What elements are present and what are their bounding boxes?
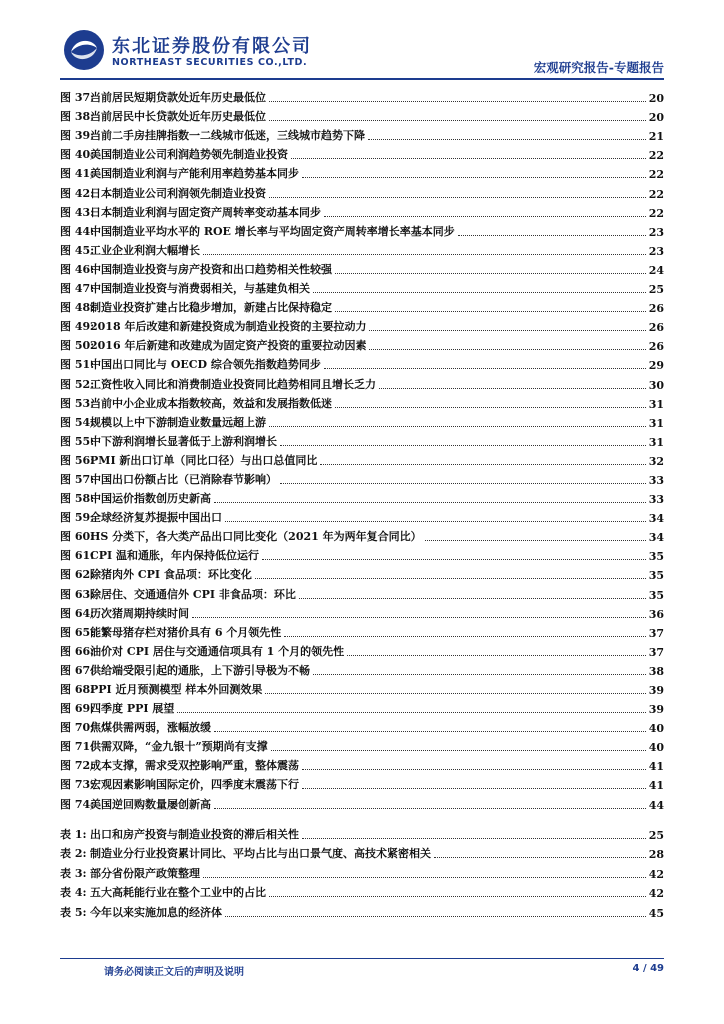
entry-label: 图 58: bbox=[60, 492, 95, 506]
dot-leader bbox=[269, 197, 646, 198]
dot-leader bbox=[434, 857, 646, 858]
entry-label: 图 72: bbox=[60, 759, 95, 773]
figure-entry[interactable] bbox=[60, 220, 664, 239]
dot-leader bbox=[368, 139, 646, 140]
entry-page: 20 bbox=[648, 92, 664, 106]
entry-label: 图 63: bbox=[60, 587, 95, 601]
dot-leader bbox=[324, 368, 646, 369]
figure-entry[interactable] bbox=[60, 697, 664, 716]
entry-label: 图 38: bbox=[60, 110, 95, 124]
dot-leader bbox=[280, 445, 646, 446]
dot-leader bbox=[269, 896, 646, 897]
entry-title: 2018 年后改建和新建投资成为制造业投资的主要拉动力 bbox=[90, 320, 367, 334]
figure-entry[interactable] bbox=[60, 430, 664, 449]
entry-title: 中国出口同比与 OECD 综合领先指数趋势同步 bbox=[90, 358, 321, 372]
entry-page: 32 bbox=[648, 454, 664, 468]
figure-entry[interactable] bbox=[60, 181, 664, 200]
entry-page: 35 bbox=[648, 550, 664, 564]
entry-title: 全球经济复苏提振中国出口 bbox=[90, 511, 222, 525]
table-entry[interactable] bbox=[60, 881, 664, 901]
company-name-cn: 东北证券股份有限公司 bbox=[112, 36, 312, 57]
footer-disclaimer: 请务必阅读正文后的声明及说明 bbox=[104, 967, 244, 978]
entry-title: 2016 年后新建和改建成为固定资产投资的重要拉动因素 bbox=[90, 339, 367, 353]
dot-leader bbox=[255, 578, 646, 579]
entry-label: 图 60: bbox=[60, 530, 95, 544]
entry-title: 中国制造业平均水平的 ROE 增长率与平均固定资产周转率增长率基本同步 bbox=[90, 224, 455, 238]
entry-label: 表 3: bbox=[60, 866, 87, 880]
dot-leader bbox=[335, 273, 646, 274]
entry-title: 美国制造业公司利润趋势领先制造业投资 bbox=[90, 148, 288, 162]
entry-page: 25 bbox=[648, 283, 664, 297]
entry-page: 22 bbox=[648, 187, 664, 201]
dot-leader bbox=[369, 330, 645, 331]
entry-page: 31 bbox=[648, 416, 664, 430]
table-entry[interactable] bbox=[60, 900, 664, 920]
dot-leader bbox=[269, 101, 646, 102]
entry-title: CPI 温和通胀，年内保持低位运行 bbox=[90, 549, 260, 563]
entry-title: 当前居民短期贷款处近年历史最低位 bbox=[90, 91, 266, 105]
dot-leader bbox=[302, 838, 646, 839]
entry-label: 图 44: bbox=[60, 224, 95, 238]
entry-label: 图 61: bbox=[60, 549, 95, 563]
dot-leader bbox=[347, 655, 646, 656]
entry-label: 图 41: bbox=[60, 167, 95, 181]
entry-label: 图 68: bbox=[60, 683, 95, 696]
entry-label: 图 66: bbox=[60, 644, 95, 658]
figure-entry[interactable] bbox=[60, 773, 664, 792]
entry-page: 24 bbox=[648, 263, 664, 277]
figure-entry[interactable] bbox=[60, 372, 664, 391]
entry-page: 33 bbox=[648, 493, 664, 507]
entry-title: 中国出口份额占比（已消除春节影响） bbox=[90, 472, 277, 486]
report-type: 宏观研究报告-专题报告 bbox=[533, 60, 664, 75]
entry-title: 供需双降，“金九银十”预期尚有支撑 bbox=[90, 740, 268, 754]
dot-leader bbox=[291, 158, 646, 159]
entry-label: 图 70: bbox=[60, 721, 95, 735]
figure-entry[interactable] bbox=[60, 487, 664, 506]
entry-page: 22 bbox=[648, 149, 664, 163]
entry-page: 38 bbox=[648, 664, 664, 678]
entry-page: 39 bbox=[648, 703, 664, 717]
entry-title: 制造业投资扩建占比稳步增加，新建占比保持稳定 bbox=[90, 301, 332, 315]
entry-title: 工业企业利润大幅增长 bbox=[90, 243, 200, 257]
entry-label: 图 37: bbox=[60, 91, 95, 105]
dot-leader bbox=[425, 540, 646, 541]
entry-page: 42 bbox=[648, 867, 664, 881]
entry-title: 油价对 CPI 居住与交通通信项具有 1 个月的领先性 bbox=[90, 644, 345, 658]
dot-leader bbox=[335, 407, 646, 408]
entry-page: 20 bbox=[648, 111, 664, 125]
dot-leader bbox=[203, 877, 646, 878]
entry-page: 40 bbox=[648, 741, 664, 755]
entry-page: 35 bbox=[648, 588, 664, 602]
entry-label: 图 45: bbox=[60, 243, 95, 257]
figure-entry[interactable] bbox=[60, 334, 664, 353]
entry-label: 图 64: bbox=[60, 606, 95, 620]
page-number: 4 / 49 bbox=[632, 963, 664, 974]
figure-entry[interactable] bbox=[60, 544, 664, 563]
entry-title: 美国制造业利润与产能利用率趋势基本同步 bbox=[90, 167, 299, 181]
entry-page: 36 bbox=[648, 607, 664, 621]
entry-page: 23 bbox=[648, 244, 664, 258]
entry-label: 图 39: bbox=[60, 129, 95, 143]
entry-label: 图 50: bbox=[60, 339, 95, 353]
dot-leader bbox=[299, 598, 646, 599]
table-entry[interactable] bbox=[60, 861, 664, 881]
figure-entry[interactable] bbox=[60, 201, 664, 220]
figure-entry[interactable] bbox=[60, 353, 664, 372]
entry-label: 表 2: bbox=[60, 847, 87, 860]
table-list bbox=[60, 822, 664, 920]
figure-entry[interactable] bbox=[60, 735, 664, 754]
entry-page: 33 bbox=[648, 473, 664, 487]
dot-leader bbox=[280, 483, 646, 484]
figure-entry[interactable] bbox=[60, 449, 664, 468]
dot-leader bbox=[302, 769, 646, 770]
figure-entry[interactable] bbox=[60, 239, 664, 258]
figure-entry[interactable] bbox=[60, 525, 664, 544]
header-divider bbox=[60, 78, 664, 80]
dot-leader bbox=[335, 311, 646, 312]
footer-divider bbox=[60, 958, 664, 959]
figure-entry[interactable] bbox=[60, 296, 664, 315]
entry-label: 图 51: bbox=[60, 358, 95, 372]
entry-title: 日本制造业公司利润领先制造业投资 bbox=[90, 186, 266, 200]
entry-label: 图 67: bbox=[60, 663, 95, 677]
figure-entry[interactable] bbox=[60, 315, 664, 334]
entry-page: 31 bbox=[648, 435, 664, 449]
entry-title: 美国逆回购数量屡创新高 bbox=[90, 797, 211, 811]
entry-title: HS 分类下，各大类产品出口同比变化（2021 年为两年复合同比） bbox=[90, 530, 422, 544]
figure-entry[interactable] bbox=[60, 602, 664, 621]
entry-page: 25 bbox=[648, 828, 664, 842]
company-name-en: NORTHEAST SECURITIES CO.,LTD. bbox=[112, 57, 308, 68]
entry-page: 37 bbox=[648, 626, 664, 640]
entry-title: 规模以上中下游制造业数量远超上游 bbox=[90, 415, 266, 429]
entry-label: 图 47: bbox=[60, 282, 95, 296]
figure-entry[interactable] bbox=[60, 659, 664, 678]
entry-label: 表 5: bbox=[60, 905, 87, 919]
entry-title: 历次猪周期持续时间 bbox=[90, 606, 189, 620]
entry-title: 除猪肉外 CPI 食品项：环比变化 bbox=[90, 568, 252, 582]
figure-entry[interactable] bbox=[60, 105, 664, 124]
entry-label: 图 71: bbox=[60, 740, 95, 754]
entry-page: 34 bbox=[648, 531, 664, 545]
entry-page: 39 bbox=[648, 684, 664, 697]
figure-entry[interactable] bbox=[60, 716, 664, 735]
dot-leader bbox=[225, 521, 646, 522]
entry-label: 图 40: bbox=[60, 148, 95, 162]
entry-label: 图 56: bbox=[60, 453, 95, 467]
entry-page: 42 bbox=[648, 887, 664, 900]
entry-page: 28 bbox=[648, 848, 664, 861]
entry-title: 制造业分行业投资累计同比、平均占比与出口景气度、高技术紧密相关 bbox=[90, 847, 431, 860]
entry-label: 图 48: bbox=[60, 301, 95, 315]
entry-title: 中国制造业投资与房产投资和出口趋势相关性较强 bbox=[90, 262, 332, 276]
figure-entry[interactable] bbox=[60, 640, 664, 659]
dot-leader bbox=[203, 254, 646, 255]
dot-leader bbox=[324, 216, 646, 217]
entry-page: 37 bbox=[648, 645, 664, 659]
entry-title: 除居住、交通通信外 CPI 非食品项：环比 bbox=[90, 587, 296, 601]
entry-title: 成本支撑，需求受双控影响严重，整体震荡 bbox=[90, 759, 299, 773]
entry-title: 中下游利润增长显著低于上游利润增长 bbox=[90, 434, 277, 448]
entry-page: 22 bbox=[648, 168, 664, 182]
entry-page: 35 bbox=[648, 569, 664, 583]
figure-entry[interactable] bbox=[60, 392, 664, 411]
entry-page: 40 bbox=[648, 722, 664, 736]
figure-entry[interactable] bbox=[60, 563, 664, 582]
entry-title: 宏观因素影响国际定价，四季度末震荡下行 bbox=[90, 778, 299, 792]
entry-page: 26 bbox=[648, 340, 664, 354]
dot-leader bbox=[313, 292, 646, 293]
figure-entry[interactable] bbox=[60, 162, 664, 181]
dot-leader bbox=[214, 808, 646, 809]
entry-page: 29 bbox=[648, 359, 664, 373]
page-header bbox=[60, 24, 664, 76]
dot-leader bbox=[458, 235, 646, 236]
entry-page: 22 bbox=[648, 206, 664, 220]
entry-title: 四季度 PPI 展望 bbox=[90, 702, 175, 716]
entry-title: 五大高耗能行业在整个工业中的占比 bbox=[90, 886, 266, 899]
dot-leader bbox=[271, 750, 646, 751]
dot-leader bbox=[269, 120, 646, 121]
entry-label: 图 55: bbox=[60, 434, 95, 448]
figure-entry[interactable] bbox=[60, 754, 664, 773]
table-entry[interactable] bbox=[60, 842, 664, 862]
dot-leader bbox=[214, 731, 646, 732]
figure-list bbox=[60, 86, 664, 812]
entry-title: 工资性收入同比和消费制造业投资同比趋势相同且增长乏力 bbox=[90, 377, 376, 391]
entry-page: 21 bbox=[648, 130, 664, 144]
entry-title: 部分省份限产政策整理 bbox=[90, 866, 200, 880]
entry-label: 图 74: bbox=[60, 797, 95, 811]
entry-page: 26 bbox=[648, 302, 664, 316]
entry-title: PMI 新出口订单（同比口径）与出口总值同比 bbox=[90, 453, 318, 467]
figure-entry[interactable] bbox=[60, 621, 664, 640]
entry-label: 表 4: bbox=[60, 886, 87, 899]
entry-label: 图 73: bbox=[60, 778, 95, 792]
figure-entry[interactable] bbox=[60, 143, 664, 162]
entry-title: 日本制造业利润与固定资产周转率变动基本同步 bbox=[90, 205, 321, 219]
entry-label: 图 49: bbox=[60, 320, 95, 334]
dot-leader bbox=[265, 693, 645, 694]
dot-leader bbox=[214, 502, 646, 503]
dot-leader bbox=[284, 636, 645, 637]
entry-label: 图 42: bbox=[60, 186, 95, 200]
figure-entry[interactable] bbox=[60, 258, 664, 277]
entry-page: 41 bbox=[648, 760, 664, 774]
entry-page: 41 bbox=[648, 779, 664, 793]
figure-entry[interactable] bbox=[60, 411, 664, 430]
dot-leader bbox=[369, 349, 645, 350]
entry-page: 23 bbox=[648, 225, 664, 239]
entry-page: 26 bbox=[648, 321, 664, 335]
dot-leader bbox=[177, 712, 645, 713]
figure-entry[interactable] bbox=[60, 468, 664, 487]
dot-leader bbox=[379, 388, 646, 389]
entry-title: 中国运价指数创历史新高 bbox=[90, 492, 211, 506]
figure-entry[interactable] bbox=[60, 277, 664, 296]
figure-entry[interactable] bbox=[60, 678, 664, 697]
entry-label: 图 57: bbox=[60, 472, 95, 486]
entry-label: 图 62: bbox=[60, 568, 95, 582]
figure-entry[interactable] bbox=[60, 582, 664, 601]
entry-label: 图 53: bbox=[60, 396, 95, 410]
entry-label: 图 46: bbox=[60, 262, 95, 276]
entry-page: 34 bbox=[648, 512, 664, 526]
entry-page: 31 bbox=[648, 397, 664, 411]
entry-title: 出口和房产投资与制造业投资的滞后相关性 bbox=[90, 827, 299, 841]
entry-title: 当前中小企业成本指数较高，效益和发展指数低迷 bbox=[90, 396, 332, 410]
figure-entry[interactable] bbox=[60, 86, 664, 105]
figure-entry[interactable] bbox=[60, 124, 664, 143]
entry-page: 45 bbox=[648, 906, 664, 920]
figure-entry[interactable] bbox=[60, 792, 664, 811]
entry-title: 当前居民中长贷款处近年历史最低位 bbox=[90, 110, 266, 124]
dot-leader bbox=[302, 788, 646, 789]
northeast-securities-logo-icon bbox=[62, 28, 106, 72]
table-entry[interactable] bbox=[60, 822, 664, 842]
entry-title: 能繁母猪存栏对猪价具有 6 个月领先性 bbox=[90, 625, 282, 639]
dot-leader bbox=[320, 464, 645, 465]
entry-title: 供给端受限引起的通胀，上下游引导极为不畅 bbox=[90, 663, 310, 677]
entry-title: 中国制造业投资与消费弱相关，与基建负相关 bbox=[90, 282, 310, 296]
dot-leader bbox=[225, 916, 646, 917]
entry-label: 图 65: bbox=[60, 625, 95, 639]
dot-leader bbox=[302, 177, 646, 178]
dot-leader bbox=[192, 617, 646, 618]
entry-title: 焦煤供需两弱，涨幅放缓 bbox=[90, 721, 211, 735]
entry-label: 图 43: bbox=[60, 205, 95, 219]
dot-leader bbox=[262, 559, 646, 560]
entry-label: 图 69: bbox=[60, 702, 95, 716]
dot-leader bbox=[269, 426, 646, 427]
entry-title: 当前二手房挂牌指数一二线城市低迷，三线城市趋势下降 bbox=[90, 129, 365, 143]
figure-entry[interactable] bbox=[60, 506, 664, 525]
entry-title: 今年以来实施加息的经济体 bbox=[90, 905, 222, 919]
entry-label: 图 59: bbox=[60, 511, 95, 525]
entry-page: 44 bbox=[648, 798, 664, 812]
dot-leader bbox=[313, 674, 646, 675]
entry-page: 30 bbox=[648, 378, 664, 392]
entry-title: PPI 近月预测模型 样本外回测效果 bbox=[90, 683, 263, 696]
entry-label: 图 54: bbox=[60, 415, 95, 429]
entry-label: 图 52: bbox=[60, 377, 95, 391]
entry-label: 表 1: bbox=[60, 827, 87, 841]
